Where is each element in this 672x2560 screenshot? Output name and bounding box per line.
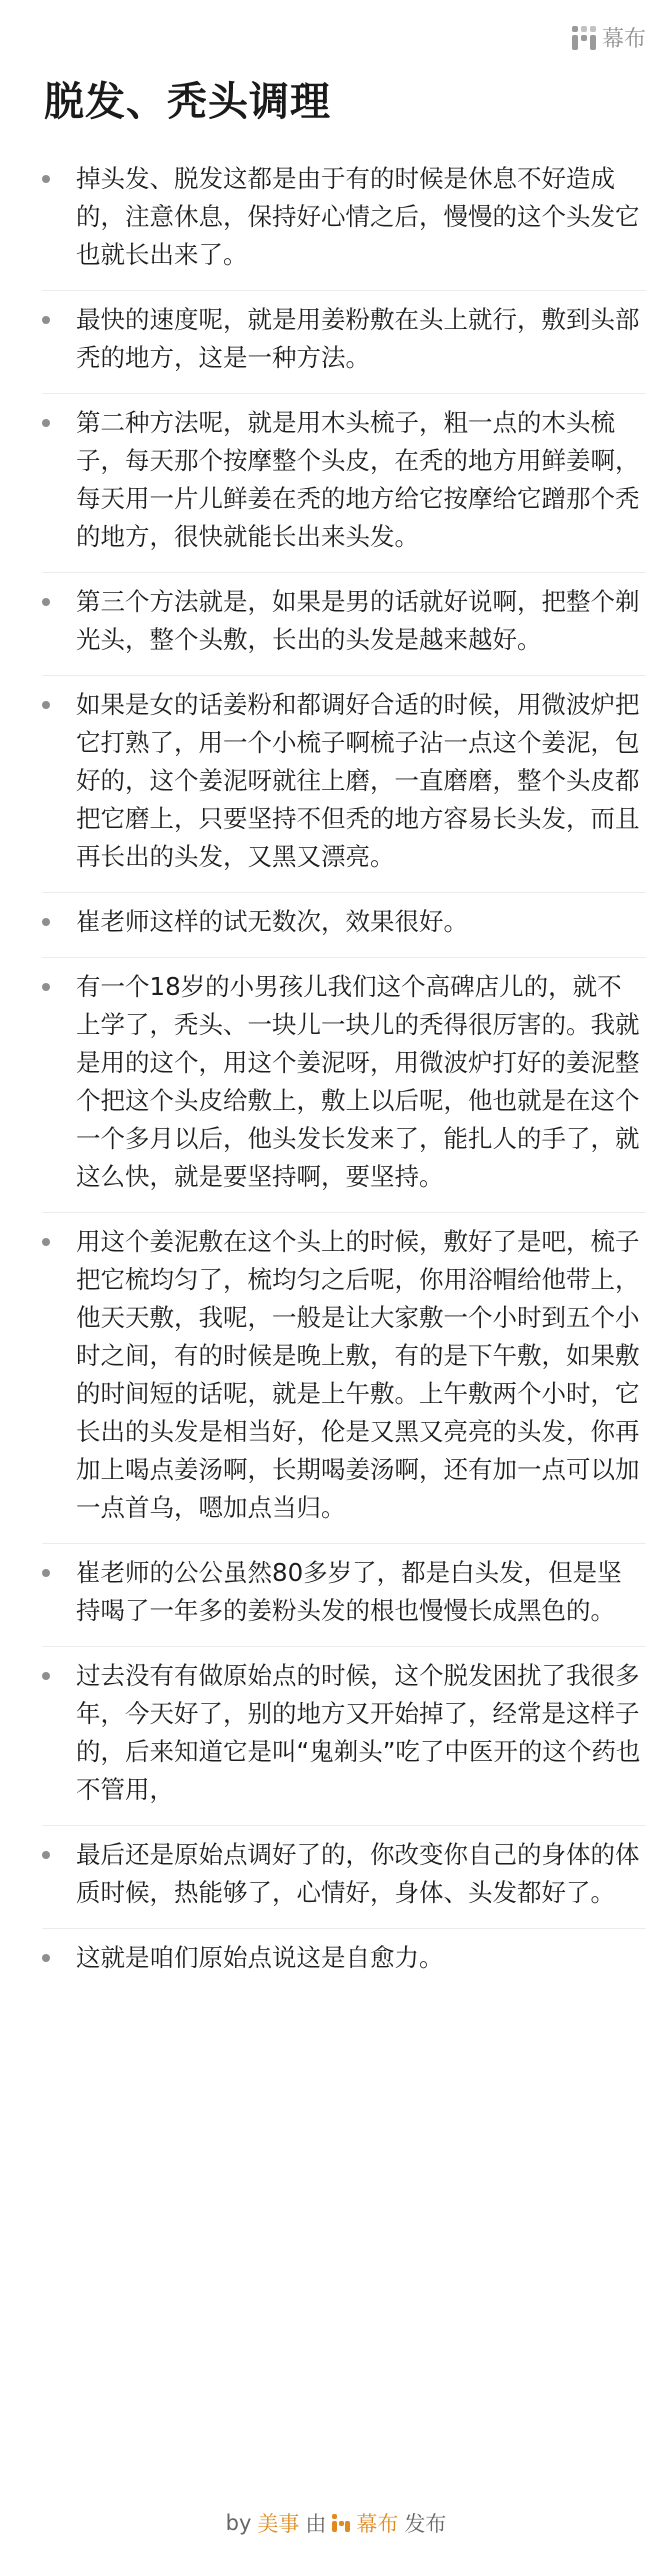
bullet-list bbox=[0, 160, 672, 1983]
bullet-dot-icon bbox=[42, 598, 50, 606]
platform-link[interactable]: 幕布 bbox=[356, 2512, 399, 2536]
brand-header[interactable] bbox=[572, 22, 646, 53]
list-item bbox=[76, 1554, 646, 1636]
list-item bbox=[76, 1836, 646, 1918]
divider bbox=[42, 290, 646, 291]
divider bbox=[42, 1646, 646, 1647]
footer-publish: 发布 bbox=[404, 2512, 447, 2536]
list-item bbox=[76, 968, 646, 1202]
divider bbox=[42, 572, 646, 573]
brand-name: 幕布 bbox=[601, 27, 646, 52]
list-item bbox=[76, 903, 646, 947]
bullet-dot-icon bbox=[42, 1569, 50, 1577]
list-item bbox=[76, 1223, 646, 1533]
divider bbox=[42, 957, 646, 958]
list-item-text: 过去没有有做原始点的时候，这个脱发困扰了我很多年，今天好了，别的地方又开始掉了，经常是这样子的，后来知道它是叫“鬼剃头”吃了中医开的这个药也不管用， bbox=[76, 1661, 641, 1804]
bullet-dot-icon bbox=[42, 316, 50, 324]
list-item bbox=[76, 1939, 646, 1983]
divider bbox=[42, 1543, 646, 1544]
divider bbox=[42, 1212, 646, 1213]
mubu-logo-icon bbox=[332, 2514, 350, 2532]
bullet-dot-icon bbox=[42, 1238, 50, 1246]
list-item bbox=[76, 301, 646, 383]
list-item-text: 这就是咱们原始点说这是自愈力。 bbox=[76, 1943, 444, 1972]
list-item-text: 最后还是原始点调好了的，你改变你自己的身体的体质时候，热能够了，心情好，身体、头发都好了。 bbox=[76, 1840, 640, 1907]
list-item bbox=[76, 404, 646, 562]
list-item bbox=[76, 160, 646, 280]
list-item bbox=[76, 1657, 646, 1815]
divider bbox=[42, 675, 646, 676]
bullet-dot-icon bbox=[42, 983, 50, 991]
list-item-text: 第二种方法呢，就是用木头梳子，粗一点的木头梳子，每天那个按摩整个头皮，在秃的地方用鲜姜啊，每天用一片儿鲜姜在秃的地方给它按摩给它蹭那个秃的地方，很快就能长出来头发。 bbox=[76, 408, 640, 551]
list-item-text: 如果是女的话姜粉和都调好合适的时候，用微波炉把它打熟了，用一个小梳子啊梳子沾一点这个姜泥，包好的，这个姜泥呀就往上磨，一直磨磨，整个头皮都把它磨上，只要坚持不但秃的地方容易长头发，而且再长出的头发，又黑又漂亮。 bbox=[76, 690, 640, 871]
page-title: 脱发、秃头调理 bbox=[44, 79, 331, 125]
footer-by: by bbox=[225, 2511, 252, 2535]
divider bbox=[42, 1928, 646, 1929]
list-item bbox=[76, 686, 646, 882]
list-item-text: 有一个18岁的小男孩儿我们这个高碑店儿的，就不上学了，秃头、一块儿一块儿的秃得很厉害的。我就是用的这个，用这个姜泥呀，用微波炉打好的姜泥整个把这个头皮给敷上，敷上以后呢，他也就是在这个一个多月以后，他头发长发来了，能扎人的手了，就这么快，就是要坚持啊，要坚持。 bbox=[76, 972, 640, 1191]
divider bbox=[42, 892, 646, 893]
bullet-dot-icon bbox=[42, 1954, 50, 1962]
list-item-text: 最快的速度呢，就是用姜粉敷在头上就行，敷到头部秃的地方，这是一种方法。 bbox=[76, 305, 640, 372]
bullet-dot-icon bbox=[42, 918, 50, 926]
divider bbox=[42, 1825, 646, 1826]
list-item-text: 崔老师这样的试无数次，效果很好。 bbox=[76, 907, 468, 936]
list-item bbox=[76, 583, 646, 665]
list-item-text: 崔老师的公公虽然80多岁了，都是白头发，但是坚持喝了一年多的姜粉头发的根也慢慢长成黑色的。 bbox=[76, 1558, 622, 1625]
bullet-dot-icon bbox=[42, 175, 50, 183]
list-item-text: 掉头发、脱发这都是由于有的时候是休息不好造成的，注意休息，保持好心情之后，慢慢的这个头发它也就长出来了。 bbox=[76, 164, 640, 269]
author-link[interactable]: 美事 bbox=[257, 2512, 300, 2536]
mubu-logo-icon bbox=[572, 26, 596, 50]
bullet-dot-icon bbox=[42, 1672, 50, 1680]
list-item-text: 第三个方法就是，如果是男的话就好说啊，把整个剃光头，整个头敷，长出的头发是越来越好。 bbox=[76, 587, 640, 654]
footer-via: 由 bbox=[305, 2512, 327, 2536]
list-item-text: 用这个姜泥敷在这个头上的时候，敷好了是吧，梳子把它梳均匀了，梳均匀之后呢，你用浴帽给他带上，他天天敷，我呢，一般是让大家敷一个小时到五个小时之间，有的时候是晚上敷，有的是下午敷，如果敷的时间短的话呢，就是上午敷。上午敷两个小时，它长出的头发是相当好，伦是又黑又亮亮的头发，你再加上喝点姜汤啊，长期喝姜汤啊，还有加一点可以加一点首乌，嗯加点当归。 bbox=[76, 1227, 640, 1522]
bullet-dot-icon bbox=[42, 1851, 50, 1859]
footer-attribution bbox=[0, 2508, 672, 2538]
divider bbox=[42, 393, 646, 394]
bullet-dot-icon bbox=[42, 419, 50, 427]
bullet-dot-icon bbox=[42, 701, 50, 709]
